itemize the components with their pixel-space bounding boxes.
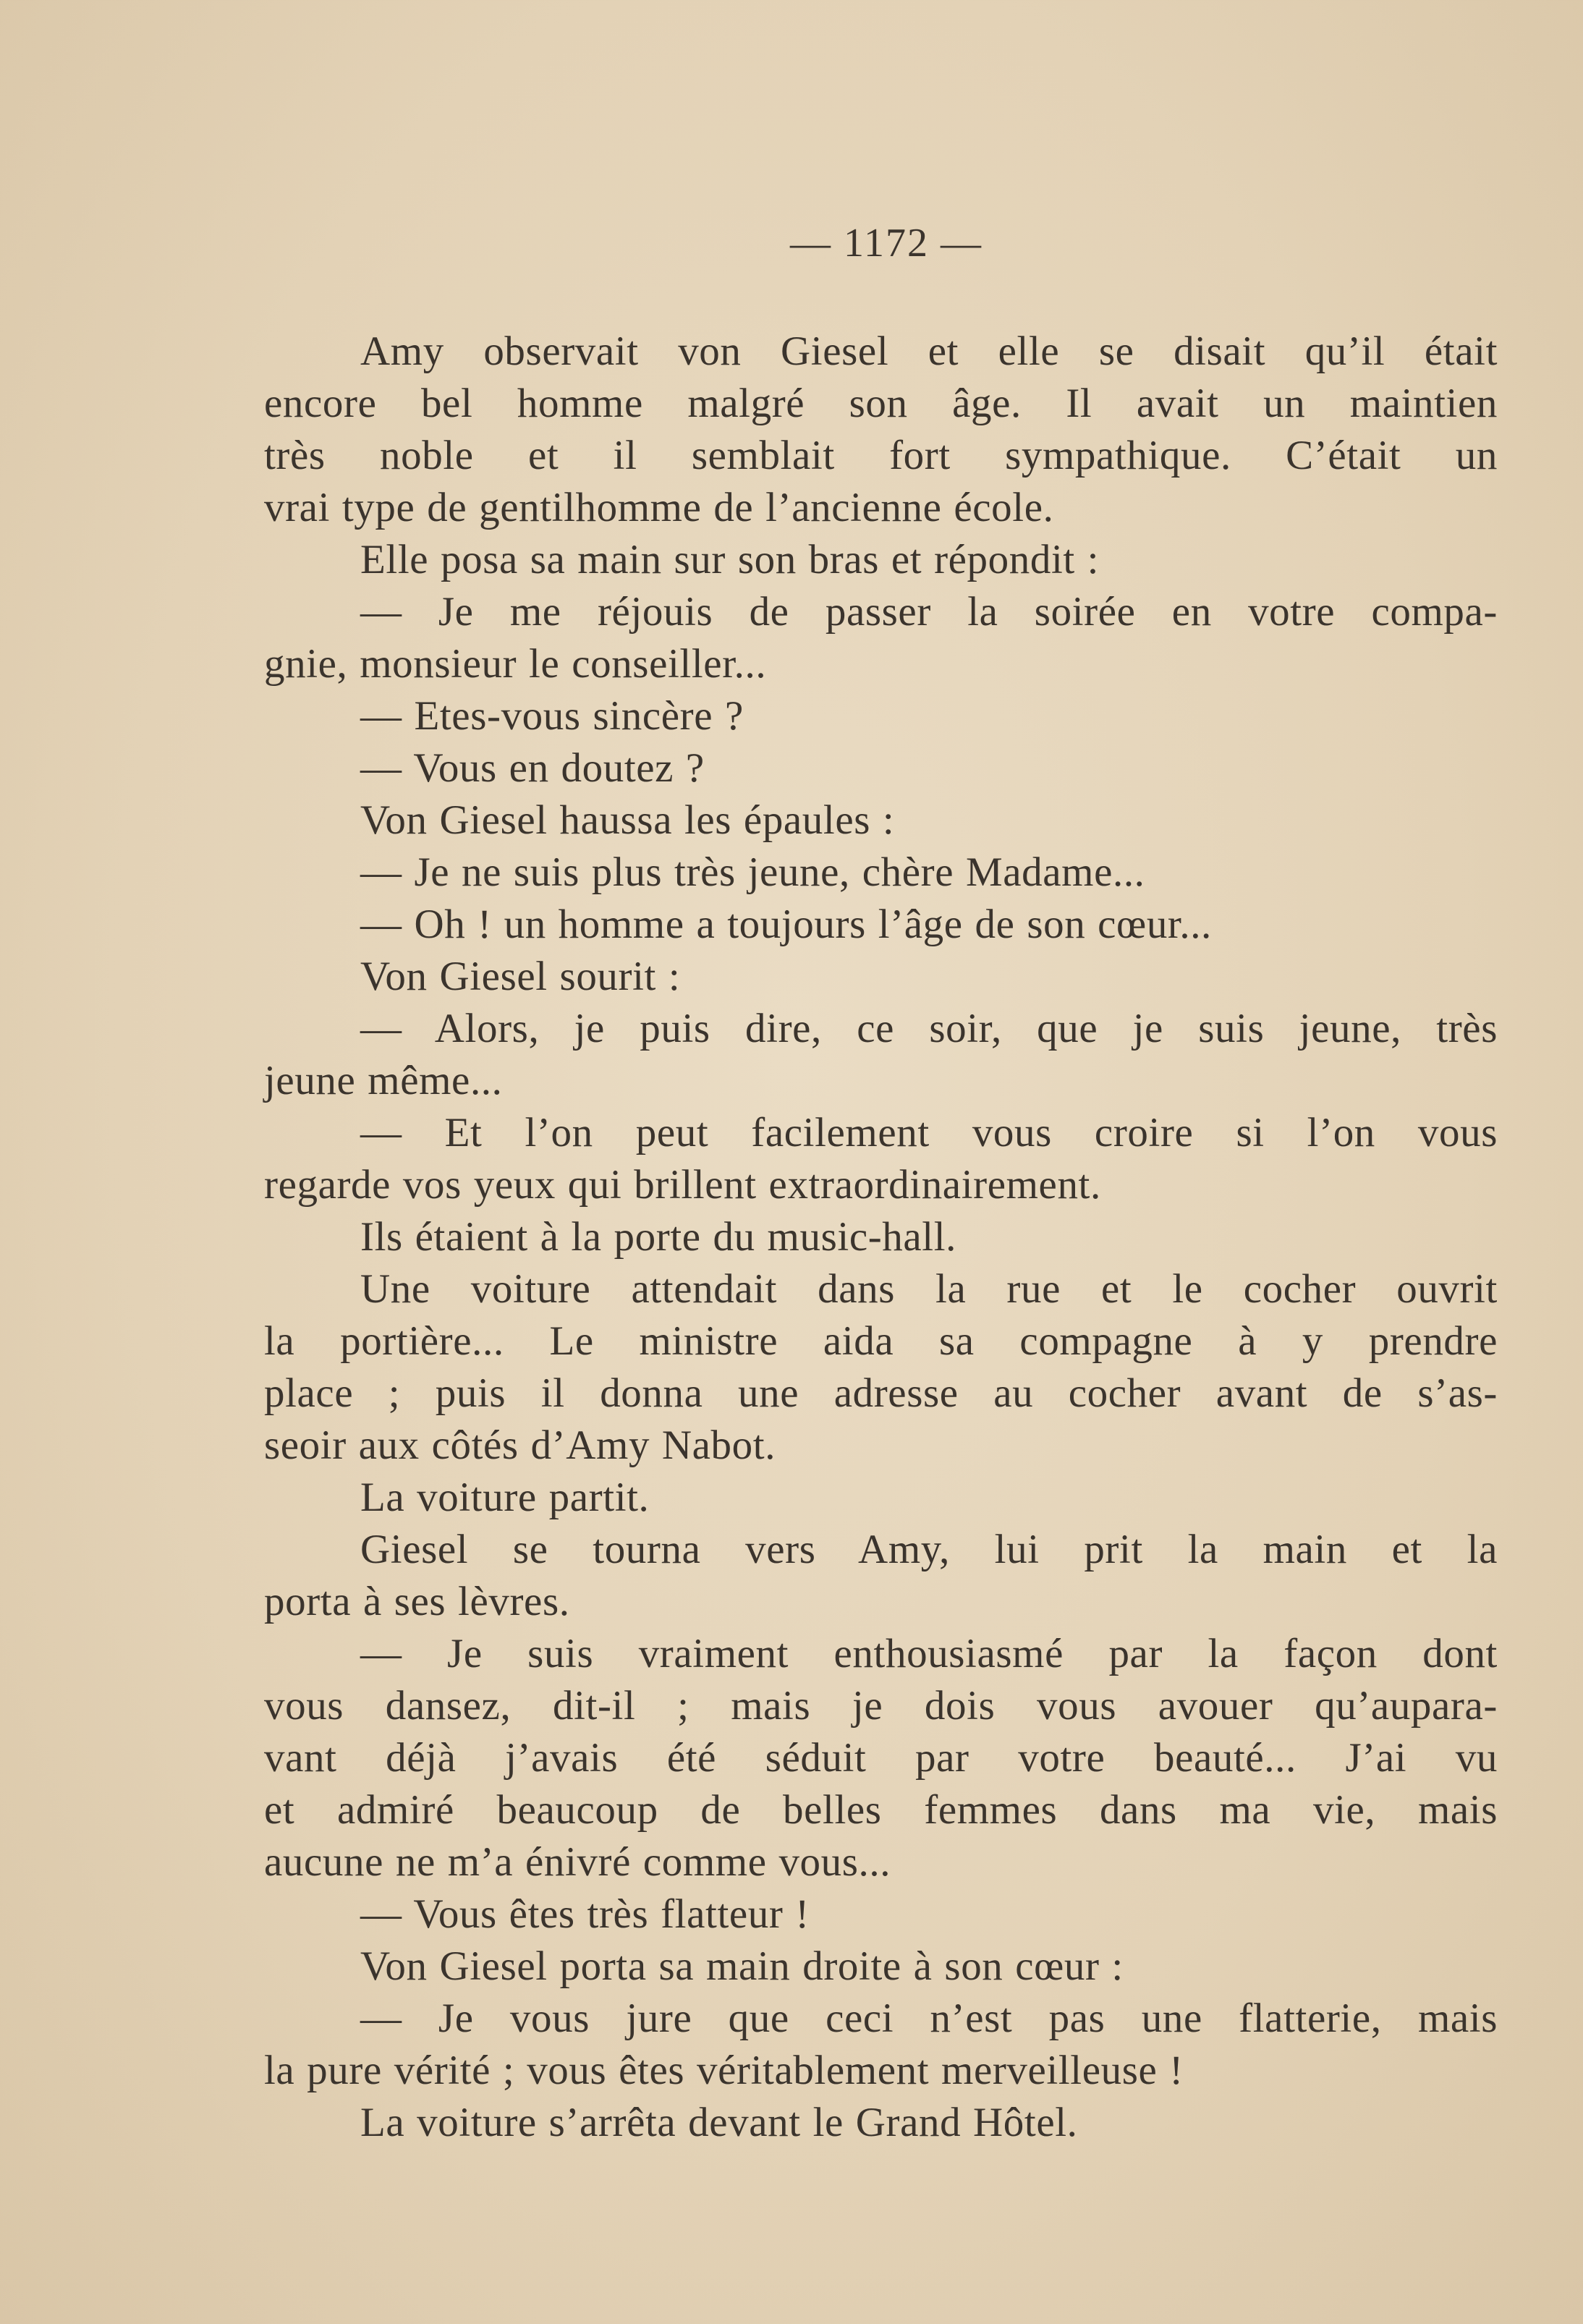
text-line: Une voiture attendait dans la rue et le cocher ouvrit <box>360 1266 1498 1312</box>
text-line: gnie, monsieur le conseiller... <box>264 641 767 687</box>
text-line: vant déjà j’avais été séduit par votre beauté... J’ai vu <box>264 1735 1498 1781</box>
text-line: Ils étaient à la porte du music-hall. <box>360 1214 957 1260</box>
text-line: Von Giesel haussa les épaules : <box>360 797 895 843</box>
text-line: vous dansez, dit-il ; mais je dois vous avouer qu’aupara- <box>264 1683 1498 1729</box>
text-line: — Etes-vous sincère ? <box>360 693 744 739</box>
text-line: — Je vous jure que ceci n’est pas une flatterie, mais <box>360 1996 1498 2041</box>
text-line: Elle posa sa main sur son bras et répondit : <box>360 537 1100 582</box>
text-line: La voiture partit. <box>360 1475 650 1520</box>
text-line: Von Giesel porta sa main droite à son cœur : <box>360 1943 1124 1989</box>
text-line: très noble et il semblait fort sympathique. C’était un <box>264 433 1498 478</box>
text-line: — Alors, je puis dire, ce soir, que je suis jeune, très <box>360 1006 1498 1051</box>
text-line: — Je me réjouis de passer la soirée en votre compa- <box>360 589 1498 635</box>
page-number: — 1172 — <box>790 221 983 266</box>
text-line: Von Giesel sourit : <box>360 954 681 999</box>
text-line: aucune ne m’a énivré comme vous... <box>264 1839 891 1885</box>
text-line: la portière... Le ministre aida sa compagne à y prendre <box>264 1318 1498 1364</box>
text-line: seoir aux côtés d’Amy Nabot. <box>264 1422 776 1468</box>
text-line: place ; puis il donna une adresse au cocher avant de s’as- <box>264 1370 1498 1416</box>
text-line: regarde vos yeux qui brillent extraordinairement. <box>264 1162 1101 1208</box>
text-line: — Vous êtes très flatteur ! <box>360 1891 810 1937</box>
text-line: — Je suis vraiment enthousiasmé par la façon dont <box>360 1631 1498 1676</box>
text-line: La voiture s’arrêta devant le Grand Hôtel. <box>360 2100 1078 2145</box>
text-line: — Je ne suis plus très jeune, chère Madame... <box>360 849 1145 895</box>
text-line: jeune même... <box>264 1058 503 1103</box>
text-line: et admiré beaucoup de belles femmes dans ma vie, mais <box>264 1787 1498 1833</box>
text-line: vrai type de gentilhomme de l’ancienne école. <box>264 485 1054 530</box>
text-line: porta à ses lèvres. <box>264 1579 570 1624</box>
text-line: Amy observait von Giesel et elle se disait qu’il était <box>360 328 1498 374</box>
text-line: — Et l’on peut facilement vous croire si l’on vous <box>360 1110 1498 1155</box>
text-line: la pure vérité ; vous êtes véritablement merveilleuse ! <box>264 2048 1184 2093</box>
text-line: encore bel homme malgré son âge. Il avait un maintien <box>264 381 1498 426</box>
text-line: Giesel se tourna vers Amy, lui prit la main et la <box>360 1527 1498 1572</box>
text-line: — Oh ! un homme a toujours l’âge de son cœur... <box>360 902 1212 947</box>
text-line: — Vous en doutez ? <box>360 745 705 791</box>
